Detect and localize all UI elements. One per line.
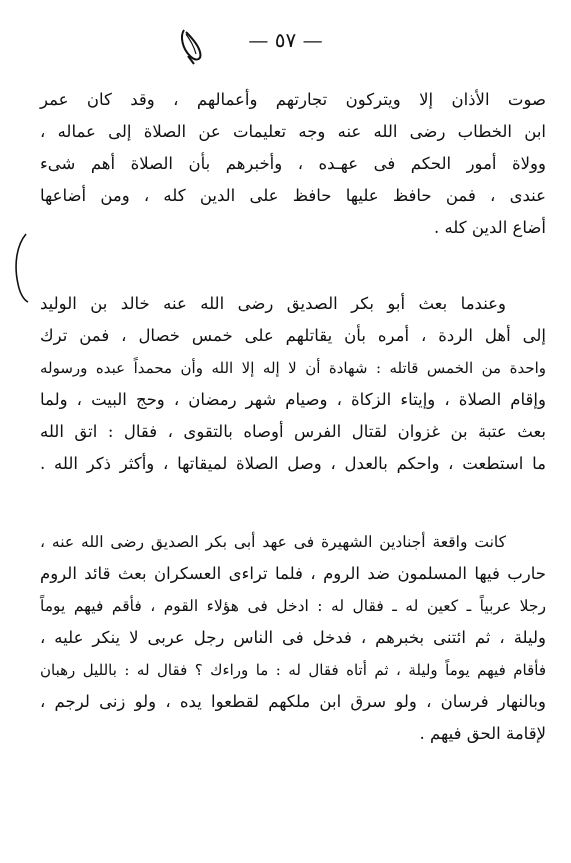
text-line: حارب فيها المسلمون ضد الروم ، فلما تراءى العسكران بعث قائد الروم: [40, 564, 546, 583]
text-line: أضاع الدين كله .: [433, 218, 546, 237]
text-line: وعندما بعث أبو بكر الصديق رضى الله عنه خالد بن الوليد: [40, 294, 506, 313]
text-line: فأقام فيهم يوماً وليلة ، ثم أتاه فقال له : ما وراءك ؟ فقال له : بالليل رهبان: [40, 661, 546, 679]
text-line: بعث عتبة بن غزوان لقتال الفرس أوصاه بالتقوى ، فقال : اتق الله: [40, 422, 546, 441]
text-line: وولاة أمور الحكم فى عهـده ، وأخبرهم بأن الصلاة أهم شىء: [40, 154, 546, 173]
text-line: وليلة ، ثم ائتنى بخبرهم ، فدخل فى الناس رجل عربى لا ينكر عليه ،: [40, 628, 546, 647]
text-line: ما استطعت ، واحكم بالعدل ، وصل الصلاة لميقاتها ، وأكثر ذكر الله .: [40, 454, 546, 473]
text-line: واحدة من الخمس قاتله : شهادة أن لا إله إلا الله وأن محمداً عبده ورسوله: [40, 359, 546, 377]
page-number: — ٥٧ —: [248, 28, 323, 52]
text-line: ابن الخطاب رضى الله عنه وجه تعليمات عن الصلاة إلى عماله ،: [40, 122, 546, 141]
margin-bracket-mark: [6, 232, 32, 304]
paragraph-2: [40, 288, 546, 480]
text-line: إلى أهل الردة ، أمره بأن يقاتلهم على خمس خصال ، فمن ترك: [40, 326, 546, 345]
text-line: وبالنهار فرسان ، ولو سرق ابن ملكهم لقطعوا يده ، ولو زنى لرجم ،: [40, 692, 546, 711]
text-line: عندى ، فمن حافظ عليها حافظ على الدين كله ، ومن أضاعها: [40, 186, 546, 205]
paragraph-1: [40, 84, 546, 244]
paragraph-3: [40, 526, 546, 750]
text-line: صوت الأذان إلا ويتركون تجارتهم وأعمالهم ، وقد كان عمر: [40, 90, 546, 109]
text-line: لإقامة الحق فيهم .: [419, 724, 546, 743]
text-line: وإقام الصلاة ، وإيتاء الزكاة ، وصيام شهر رمضان ، وحج البيت ، ولما: [40, 390, 546, 409]
text-line: رجلا عربياً ـ كعين له ـ فقال له : ادخل فى هؤلاء القوم ، فأقم فيهم يوماً: [40, 597, 546, 615]
text-line: كانت واقعة أجنادين الشهيرة فى عهد أبى بكر الصديق رضى الله عنه ،: [40, 533, 506, 551]
